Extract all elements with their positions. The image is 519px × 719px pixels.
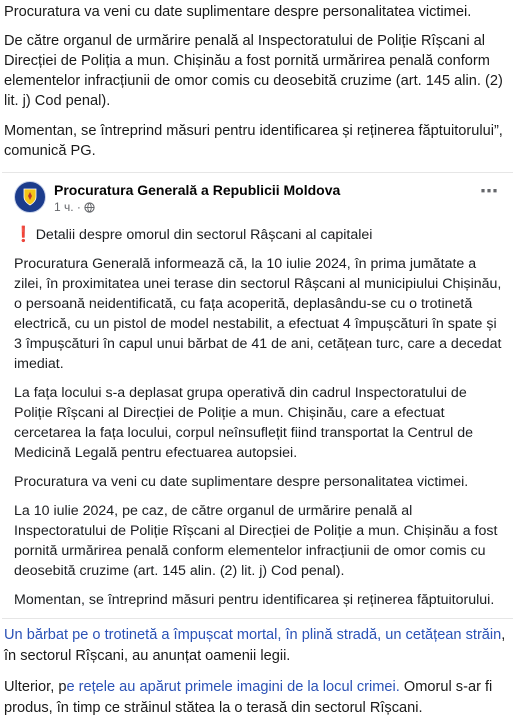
post-paragraph: Momentan, se întreprind măsuri pentru identificarea și reținerea făptuitorului.: [14, 592, 495, 608]
article-paragraph: [4, 625, 511, 667]
coat-of-arms-icon: [22, 187, 38, 207]
article-paragraph: Momentan, se întreprind măsuri pentru identificarea și reținerea făptuitorului”, comunică PG.: [4, 123, 503, 159]
page-avatar[interactable]: [14, 181, 46, 213]
article-paragraph: Procuratura va veni cu date suplimentare despre personalitatea victimei.: [4, 4, 472, 20]
more-options-icon[interactable]: ⋯: [480, 181, 499, 201]
post-body: [14, 225, 503, 610]
post-paragraph: La 10 iulie 2024, pe caz, de către organul de urmărire penală al Inspectoratului de Poliție Rîșcani al Direcției de Poliție a mun. Chișinău a fost pornită urmărirea penală conform elementelor infracțiunii de omor comis cu deosebită cruzime (art. 145 alin. (2) lit. j) Cod penal).: [14, 503, 498, 579]
post-paragraph: La fața locului s-a deplasat grupa operativă din cadrul Inspectoratului de Poliție Rîșcani al Direcției de Poliție a mun. Chișinău, care a efectuat cercetarea la fața locului, corpul neînsuflețit fiind transportat la Centrul de Medicină Legală pentru efectuarea autopsiei.: [14, 385, 473, 461]
post-paragraph: Procuratura Generală informează că, la 10 iulie 2024, în prima jumătate a zilei, în proximitatea unei terase din sectorul Râșcani al municipiului Chișinău, o persoană neidentificată, cu fața acoperită, deplasându-se cu o trotinetă electrică, cu un pistol de model nestabilit, a efectuat 4 împușcături în spate și 3 împușcături în capul unui bărbat de 41 de ani, cetățean turc, care a decedat imediat.: [14, 256, 502, 372]
page-name-link[interactable]: Procuratura Generală a Republicii Moldova: [54, 182, 341, 198]
related-article-link[interactable]: e rețele au apărut primele imagini de la locul crimei.: [66, 679, 400, 695]
article-top: [0, 0, 519, 161]
article-paragraph: [4, 677, 511, 719]
paragraph-text: Ulterior, p: [4, 679, 67, 695]
article-paragraph: De către organul de urmărire penală al Inspectoratului de Poliție Rîșcani al Direcției de Poliția a mun. Chișinău a fost pornită urmărirea penală conform elementelor infracțiunii de omor comis cu deosebită cruzime (art. 145 alin. (2) lit. j) Cod penal).: [4, 33, 503, 109]
related-article-link[interactable]: Un bărbat pe o trotinetă a împușcat mortal, în plină stradă, un cetățean străin: [4, 627, 502, 643]
post-title-text: Detalii despre omorul din sectorul Râșcani al capitalei: [35, 227, 373, 243]
post-paragraph: Procuratura va veni cu date suplimentare despre personalitatea victimei.: [14, 474, 469, 490]
paragraph-text: Omorul s-ar fi produs, în timp ce străinul stătea la o terasă din sectorul Rîșcani.: [4, 679, 493, 716]
globe-icon: [84, 202, 95, 213]
article-bottom: [0, 625, 519, 719]
post-time-text: 1 ч. ·: [54, 200, 81, 214]
post-timestamp[interactable]: [54, 199, 503, 215]
post-header: [14, 179, 503, 223]
paragraph-text: , în sectorul Rîșcani, au anunțat oamenii legii.: [4, 627, 506, 664]
facebook-post-embed: [2, 172, 513, 619]
post-title: [14, 225, 503, 245]
exclamation-icon: ❗: [14, 226, 33, 243]
